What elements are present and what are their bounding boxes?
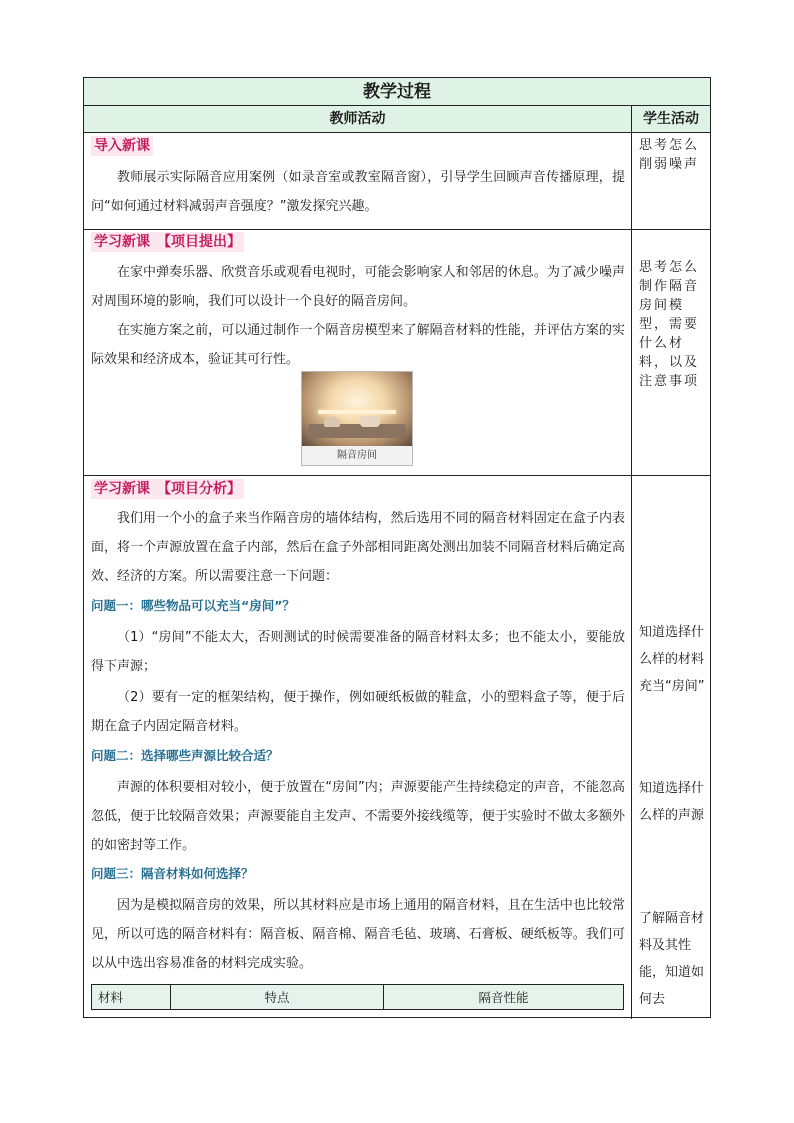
student-activity-q1: 知道选择什么样的材料充当“房间” [639,625,705,694]
table-row [92,985,624,1010]
question-three: 问题三：隔音材料如何选择？ [91,866,254,881]
column-header-row [84,106,710,133]
section-intro [84,133,631,233]
column-divider [631,106,632,1019]
teacher-activity-header: 教师活动 [329,111,386,127]
student-activity-q3: 了解隔音材料及其性能，知道如何去 [639,911,705,1007]
student-activity-q2: 知道选择什么样的声源 [639,781,705,823]
section-title: 学习新课 【项目提出】 [91,232,244,252]
soundproof-room-image [301,371,413,466]
table-title: 教学过程 [84,78,710,106]
paragraph: 在家中弹奏乐器、欣赏音乐或观看电视时，可能会影响家人和邻居的休息。为了减少噪声对周围环境的影响，我们可以设计一个良好的隔音房间。 [91,265,625,309]
paragraph: （1）“房间”不能太大，否则测试的时候需要准备的隔音材料太多；也不能太小，要能放得下声源； [91,630,625,674]
materials-table [91,984,624,1010]
header-performance: 隔音性能 [384,985,624,1010]
header-feature: 特点 [171,985,384,1010]
section-project-analysis [84,476,631,1019]
paragraph: 教师展示实际隔音应用案例（如录音室或教室隔音窗），引导学生回顾声音传播原理，提问“如何通过材料减弱声音强度？”激发探究兴趣。 [91,170,625,214]
section-title: 学习新课 【项目分析】 [91,479,244,499]
paragraph: 声源的体积要相对较小，便于放置在“房间”内；声源要能产生持续稳定的声音，不能忽高忽低，便于比较隔音效果；声源要能自主发声、不需要外接线缆等，便于实验时不做太多额外的如密封等工作。 [91,780,625,853]
paragraph: 在实施方案之前，可以通过制作一个隔音房模型来了解隔音材料的性能，并评估方案的实际效果和经济成本，验证其可行性。 [91,323,625,367]
paragraph: 因为是模拟隔音房的效果，所以其材料应是市场上通用的隔音材料，且在生活中也比较常见，所以可选的隔音材料有：隔音板、隔音棉、隔音毛毡、玻璃、石膏板、硬纸板等。我们可以从中选出容易准备的材料完成实验。 [91,898,625,971]
question-two: 问题二：选择哪些声源比较合适？ [91,748,279,763]
student-activity-proposal: 思考怎么制作隔音房间模型，需要什么材料，以及注意事项 [639,260,700,389]
image-caption: 隔音房间 [302,446,412,465]
room-photo [302,372,412,446]
paragraph: （2）要有一定的框架结构，便于操作，例如硬纸板做的鞋盒，小的塑料盒子等，便于后期在盒子内固定隔音材料。 [91,690,625,734]
question-one: 问题一：哪些物品可以充当“房间”？ [91,598,295,613]
paragraph: 我们用一个小的盒子来当作隔音房的墙体结构，然后选用不同的隔音材料固定在盒子内表面，将一个声源放置在盒子内部，然后在盒子外部相同距离处测出加装不同隔音材料后确定高效、经济的方案。所以需要注意一下问题： [91,511,625,584]
student-activity-intro: 思考怎么削弱噪声 [639,138,700,172]
lesson-table [83,77,711,1018]
student-activity-header: 学生活动 [643,111,699,127]
section-title: 导入新课 [91,136,153,156]
header-material: 材料 [92,985,171,1010]
